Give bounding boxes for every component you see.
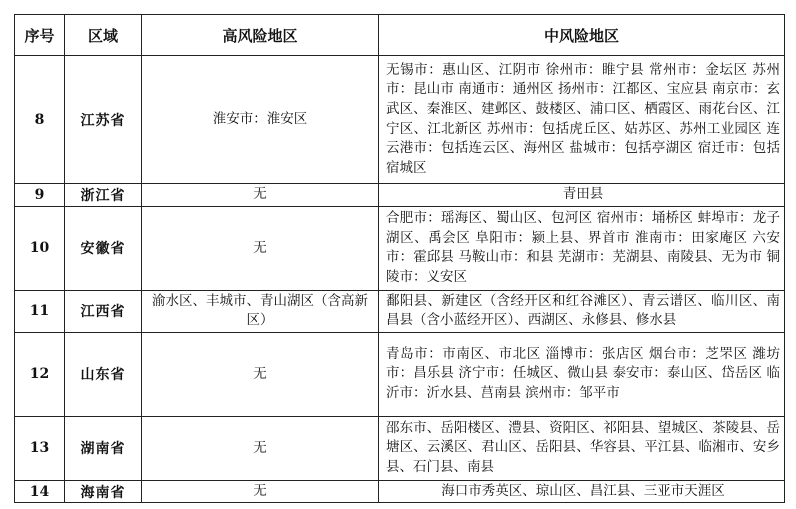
row-num: 13 [15, 416, 65, 480]
row-num: 14 [15, 480, 65, 503]
table-row [15, 416, 785, 480]
risk-area-table-container [14, 14, 784, 503]
row-high-risk: 无 [142, 416, 379, 480]
row-mid-risk: 海口市秀英区、琼山区、昌江县、三亚市天涯区 [379, 480, 785, 503]
row-mid-risk: 鄱阳县、新建区（含经开区和红谷滩区）、青云谱区、临川区、南昌县（含小蓝经开区）、西湖区、永修县、修水县 [379, 290, 785, 332]
row-high-risk: 渝水区、丰城市、青山湖区（含高新区） [142, 290, 379, 332]
row-num: 12 [15, 332, 65, 416]
row-num: 11 [15, 290, 65, 332]
table-row [15, 206, 785, 290]
row-province: 海南省 [65, 480, 142, 503]
row-province: 浙江省 [65, 184, 142, 207]
row-mid-risk: 无锡市：惠山区、江阴市 徐州市：睢宁县 常州市：金坛区 苏州市：昆山市 南通市：通州区 扬州市：江都区、宝应县 南京市：玄武区、秦淮区、建邺区、鼓楼区、浦口区、栖霞区、雨花台区、江宁区、江北新区 苏州市：包括虎丘区、姑苏区、苏州工业园区 连云港市：包括连云区、海州区 盐城市：包括亭湖区 宿迁市：包括宿城区 [379, 56, 785, 184]
table-row [15, 290, 785, 332]
row-high-risk: 无 [142, 184, 379, 207]
row-mid-risk: 邵东市、岳阳楼区、澧县、资阳区、祁阳县、望城区、茶陵县、岳塘区、云溪区、君山区、岳阳县、华容县、平江县、临湘市、安乡县、石门县、南县 [379, 416, 785, 480]
table-row [15, 480, 785, 503]
row-num: 8 [15, 56, 65, 184]
row-province: 安徽省 [65, 206, 142, 290]
row-high-risk: 淮安市：淮安区 [142, 56, 379, 184]
row-high-risk: 无 [142, 480, 379, 503]
header-high-risk: 高风险地区 [142, 15, 379, 56]
row-province: 江苏省 [65, 56, 142, 184]
table-header-row [15, 15, 785, 56]
row-mid-risk: 青田县 [379, 184, 785, 207]
row-province: 山东省 [65, 332, 142, 416]
header-mid-risk: 中风险地区 [379, 15, 785, 56]
table-row [15, 184, 785, 207]
table-row [15, 332, 785, 416]
row-high-risk: 无 [142, 332, 379, 416]
row-num: 10 [15, 206, 65, 290]
table-row [15, 56, 785, 184]
row-province: 湖南省 [65, 416, 142, 480]
header-num: 序号 [15, 15, 65, 56]
row-mid-risk: 青岛市：市南区、市北区 淄博市：张店区 烟台市：芝罘区 潍坊市：昌乐县 济宁市：任城区、微山县 泰安市：泰山区、岱岳区 临沂市：沂水县、莒南县 滨州市：邹平市 [379, 332, 785, 416]
row-province: 江西省 [65, 290, 142, 332]
row-num: 9 [15, 184, 65, 207]
risk-area-table [14, 14, 785, 503]
row-high-risk: 无 [142, 206, 379, 290]
row-mid-risk: 合肥市：瑶海区、蜀山区、包河区 宿州市：埇桥区 蚌埠市：龙子湖区、禹会区 阜阳市：颍上县、界首市 淮南市：田家庵区 六安市：霍邱县 马鞍山市：和县 芜湖市：芜湖县、南陵县、无为市 铜陵市：义安区 [379, 206, 785, 290]
header-region: 区域 [65, 15, 142, 56]
